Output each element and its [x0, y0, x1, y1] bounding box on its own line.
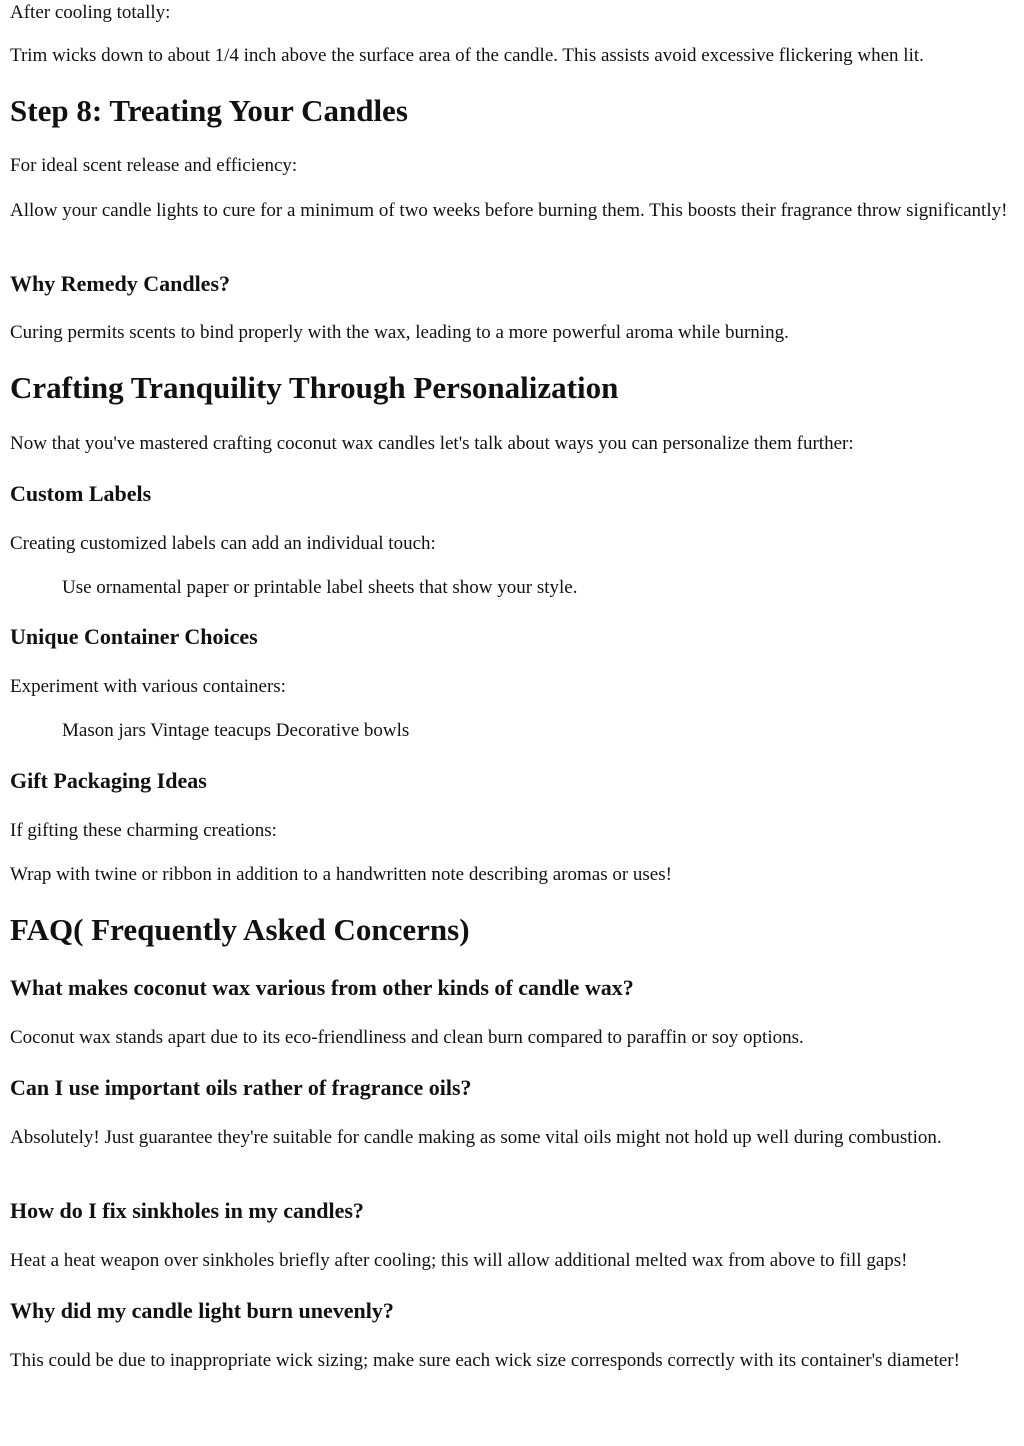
- heading-faq-question-4: Why did my candle light burn unevenly?: [10, 1298, 394, 1323]
- paragraph-wrap-twine: Wrap with twine or ribbon in addition to a handwritten note describing aromas or uses!: [10, 864, 672, 885]
- paragraph-ideal-scent: For ideal scent release and efficiency:: [10, 155, 298, 176]
- heading-gift-packaging-ideas: Gift Packaging Ideas: [10, 768, 207, 793]
- paragraph-curing-permits: Curing permits scents to bind properly with the wax, leading to a more powerful aroma while burning.: [10, 322, 789, 343]
- heading-faq-question-2: Can I use important oils rather of fragrance oils?: [10, 1075, 472, 1100]
- heading-faq: FAQ( Frequently Asked Concerns): [10, 912, 470, 947]
- heading-step-8: Step 8: Treating Your Candles: [10, 93, 408, 128]
- paragraph-faq-answer-3: Heat a heat weapon over sinkholes briefly after cooling; this will allow additional melted wax from above to fill gaps!: [10, 1250, 908, 1271]
- heading-custom-labels: Custom Labels: [10, 481, 152, 506]
- paragraph-allow-cure: Allow your candle lights to cure for a minimum of two weeks before burning them. This boosts their fragrance throw significantly!: [10, 200, 1008, 221]
- paragraph-faq-answer-2: Absolutely! Just guarantee they're suitable for candle making as some vital oils might not hold up well during combustion.: [10, 1127, 942, 1148]
- paragraph-after-cooling: After cooling totally:: [10, 2, 171, 23]
- heading-crafting-tranquility: Crafting Tranquility Through Personalization: [10, 370, 619, 405]
- paragraph-if-gifting: If gifting these charming creations:: [10, 820, 277, 841]
- heading-unique-container-choices: Unique Container Choices: [10, 624, 258, 649]
- list-item-ornamental-paper: Use ornamental paper or printable label sheets that show your style.: [62, 577, 578, 598]
- paragraph-faq-answer-4: This could be due to inappropriate wick sizing; make sure each wick size corresponds correctly with its container's diameter!: [10, 1350, 960, 1371]
- heading-faq-question-1: What makes coconut wax various from other kinds of candle wax?: [10, 975, 634, 1000]
- paragraph-creating-labels: Creating customized labels can add an individual touch:: [10, 533, 436, 554]
- paragraph-now-mastered: Now that you've mastered crafting coconut wax candles let's talk about ways you can personalize them further:: [10, 433, 854, 454]
- paragraph-experiment-containers: Experiment with various containers:: [10, 676, 286, 697]
- heading-faq-question-3: How do I fix sinkholes in my candles?: [10, 1198, 364, 1223]
- paragraph-trim-wicks: Trim wicks down to about 1/4 inch above the surface area of the candle. This assists avoid excessive flickering when lit.: [10, 45, 924, 66]
- paragraph-faq-answer-1: Coconut wax stands apart due to its eco-friendliness and clean burn compared to paraffin or soy options.: [10, 1027, 804, 1048]
- heading-why-remedy-candles: Why Remedy Candles?: [10, 271, 231, 296]
- list-item-containers: Mason jars Vintage teacups Decorative bowls: [62, 720, 410, 741]
